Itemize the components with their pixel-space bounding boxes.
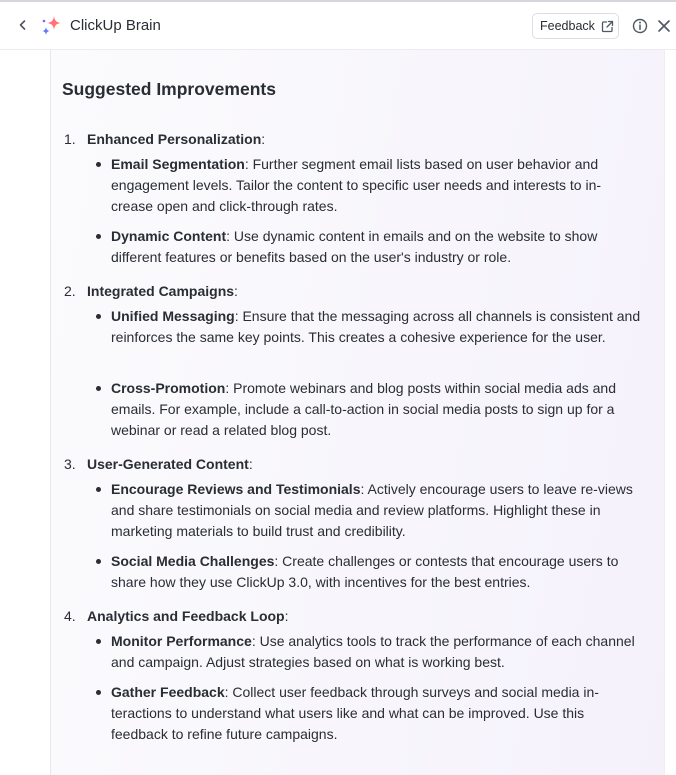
bullet-item: Social Media Challenges: Create challenges or contests that encourage users to share how they use ClickUp 3.0, with incentives for the best entries. [111, 551, 641, 593]
item-number: 1. [64, 131, 76, 147]
bullet-item: Unified Messaging: Ensure that the messaging across all channels is consistent and reinforces the same key points. This creates a cohesive experience for the user. [111, 306, 641, 348]
item-number: 3. [64, 456, 76, 472]
section-title: Suggested Improvements [62, 79, 276, 99]
item-number: 4. [64, 608, 76, 624]
bullet-item: Dynamic Content: Use dynamic content in emails and on the website to show different features or benefits based on the user's industry or role. [111, 226, 641, 268]
header-bar [0, 2, 676, 50]
sparkle-icon [40, 15, 64, 37]
item-number: 2. [64, 283, 76, 299]
bullet-item: Email Segmentation: Further segment email lists based on user behavior and engagement levels. Tailor the content to specific user needs and interests to in-crease open and click-through rates. [111, 154, 641, 217]
close-icon[interactable] [655, 17, 673, 35]
item-heading: Enhanced Personalization: [87, 131, 266, 147]
brand-title: ClickUp Brain [70, 17, 161, 34]
item-heading: Integrated Campaigns: [87, 283, 238, 299]
back-button[interactable] [12, 14, 34, 36]
bullet-item: Encourage Reviews and Testimonials: Actively encourage users to leave re-views and share testimonials on social media and review platforms. Highlight these in marketing materials to build trust and credibility. [111, 479, 641, 542]
item-heading: Analytics and Feedback Loop: [87, 608, 289, 624]
chevron-left-icon [17, 19, 29, 31]
bullet-item: Cross-Promotion: Promote webinars and blog posts within social media ads and emails. For example, include a call-to-action in social media posts to sign up for a webinar or read a related blog post. [111, 378, 641, 441]
item-heading: User-Generated Content: [87, 456, 253, 472]
brain-response-panel [50, 50, 664, 775]
feedback-label: Feedback [540, 19, 595, 33]
bullet-item: Monitor Performance: Use analytics tools to track the performance of each channel and campaign. Adjust strategies based on what is working best. [111, 631, 641, 673]
bullet-item: Gather Feedback: Collect user feedback through surveys and social media in-teractions to understand what users like and what can be improved. Use this feedback to refine future campaigns. [111, 682, 641, 745]
feedback-button[interactable] [532, 13, 619, 39]
external-link-icon [601, 20, 614, 33]
panel-edge [664, 50, 676, 775]
info-icon[interactable] [631, 17, 649, 35]
